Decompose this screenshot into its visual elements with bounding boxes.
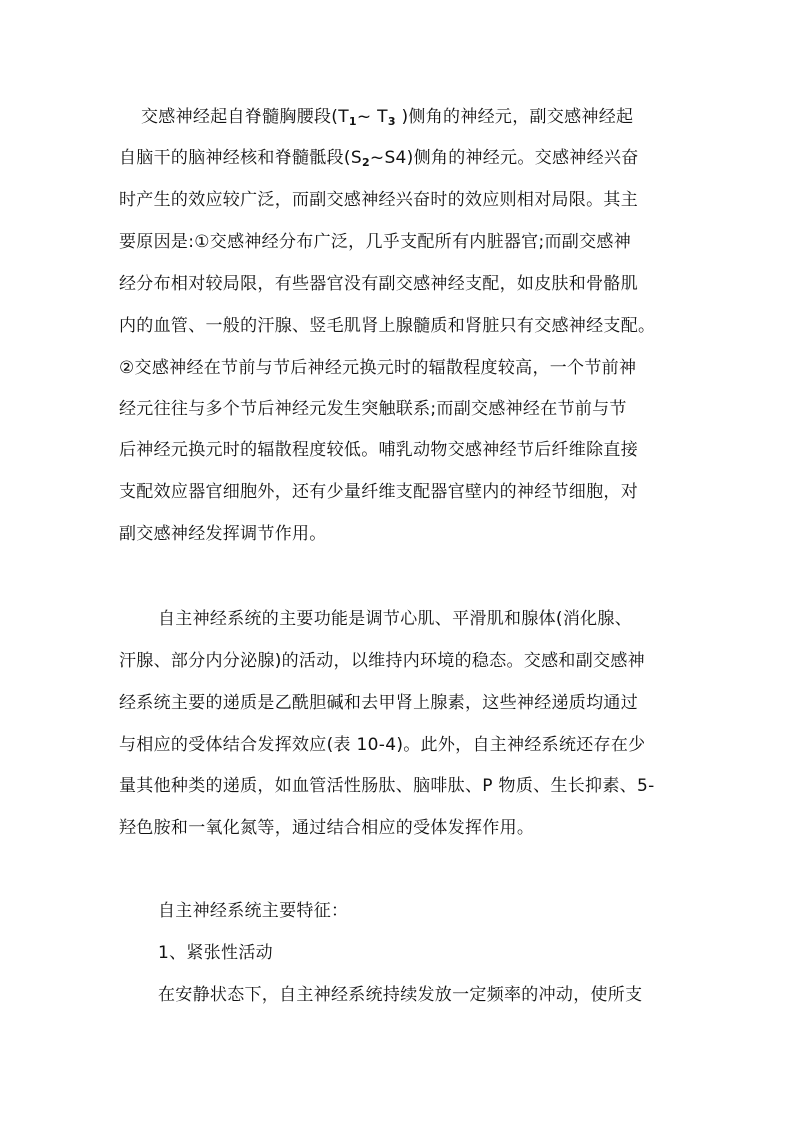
subscript-2: 2: [361, 156, 370, 169]
paragraph-1-line-11: 副交感神经发挥调节作用。: [119, 524, 327, 544]
paragraph-2-line-5: 量其他种类的递质，如血管活性肠肽、脑啡肽、P 物质、生长抑素、5-: [119, 776, 655, 796]
paragraph-3-line-1: 在安静状态下，自主神经系统持续发放一定频率的冲动，使所支: [158, 985, 643, 1005]
paragraph-2-line-1: 自主神经系统的主要功能是调节心肌、平滑肌和腺体(消化腺、: [158, 609, 633, 629]
item-1-title: 1、紧张性活动: [158, 943, 273, 963]
paragraph-1-line-4: 要原因是:①交感神经分布广泛，几乎支配所有内脏器官;而副交感神: [119, 232, 631, 252]
paragraph-1-line-8: 经元往往与多个节后神经元发生突触联系;而副交感神经在节前与节: [119, 399, 627, 419]
paragraph-1-line-10: 支配效应器官细胞外，还有少量纤维支配器官壁内的神经节细胞，对: [119, 482, 638, 502]
p1-l2-part-b: ~S4)侧角的神经元。交感神经兴奋: [369, 148, 639, 168]
paragraph-2-line-6: 羟色胺和一氧化氮等，通过结合相应的受体发挥作用。: [119, 818, 535, 838]
paragraph-2-line-3: 经系统主要的递质是乙酰胆碱和去甲肾上腺素，这些神经递质均通过: [119, 693, 638, 713]
section-heading: 自主神经系统主要特征：: [158, 901, 349, 921]
paragraph-1-line-2: [119, 146, 639, 175]
paragraph-1-line-3: 时产生的效应较广泛，而副交感神经兴奋时的效应则相对局限。其主: [119, 190, 638, 210]
paragraph-1-line-5: 经分布相对较局限，有些器官没有副交感神经支配，如皮肤和骨骼肌: [119, 274, 638, 294]
paragraph-1-line-1: [141, 105, 633, 134]
paragraph-1-line-6: 内的血管、一般的汗腺、竖毛肌肾上腺髓质和肾脏只有交感神经支配。: [119, 316, 656, 336]
p1-l1-part-c: )侧角的神经元，副交感神经起: [395, 107, 634, 127]
paragraph-2-line-4: 与相应的受体结合发挥效应(表 10-4)。此外，自主神经系统还存在少: [119, 735, 646, 755]
paragraph-1-line-7: ②交感神经在节前与节后神经元换元时的辐散程度较高，一个节前神: [119, 358, 637, 378]
p1-l1-part-a: 交感神经起自脊髓胸腰段(T: [141, 107, 349, 127]
paragraph-2-line-2: 汗腺、部分内分泌腺)的活动，以维持内环境的稳态。交感和副交感神: [119, 651, 645, 671]
subscript-1: 1: [348, 115, 357, 128]
p1-l1-part-b: ~ T: [356, 107, 388, 127]
subscript-3: 3: [387, 115, 396, 128]
p1-l2-part-a: 自脑干的脑神经核和脊髓骶段(S: [119, 148, 362, 168]
paragraph-1-line-9: 后神经元换元时的辐散程度较低。哺乳动物交感神经节后纤维除直接: [119, 440, 638, 460]
